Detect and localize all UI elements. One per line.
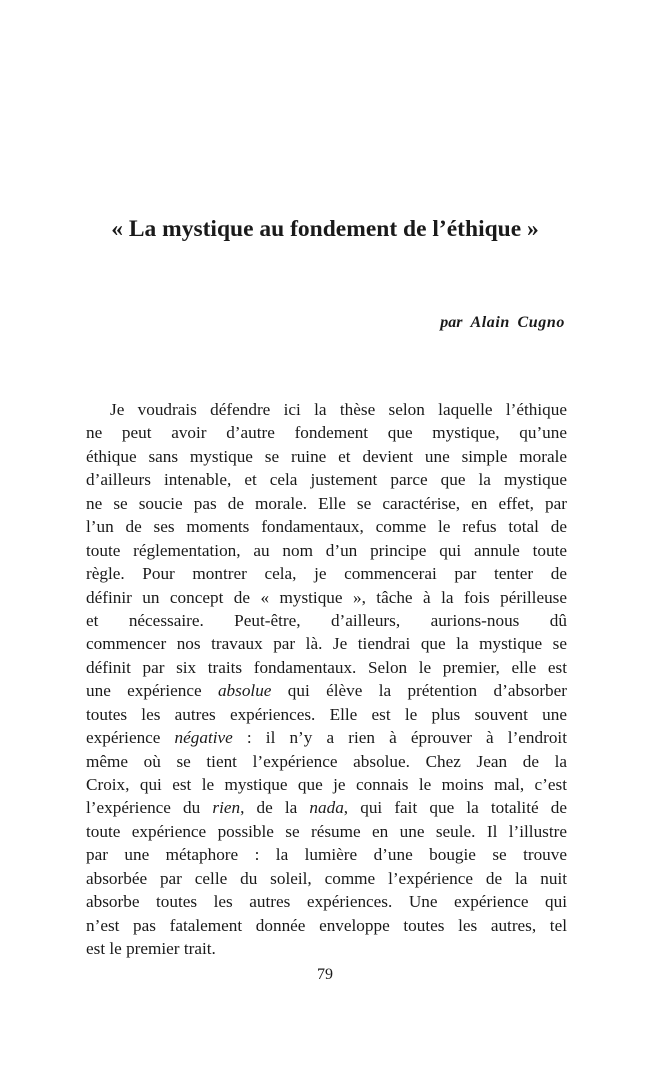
- paragraph-line: une expérience absolue qui élève la prétention d’absorber: [86, 681, 567, 701]
- paragraph-line: l’expérience du rien, de la nada, qui fait que la totalité de: [86, 798, 567, 818]
- paragraph-line: est le premier trait.: [86, 939, 216, 959]
- paragraph-line: absorbe toutes les autres expériences. Une expérience qui: [86, 892, 567, 912]
- paragraph-line: définir un concept de « mystique », tâche à la fois périlleuse: [86, 587, 567, 607]
- emphasis-rien: rien: [212, 798, 241, 818]
- paragraph-line: ne se soucie pas de morale. Elle se caractérise, en effet, par: [86, 493, 567, 513]
- paragraph-line: absorbée par celle du soleil, comme l’expérience de la nuit: [86, 868, 567, 888]
- paragraph-line: Je voudrais défendre ici la thèse selon laquelle l’éthique: [110, 400, 567, 419]
- paragraph-line: Croix, qui est le mystique que je connais le moins mal, c’est: [86, 775, 567, 794]
- article-title: « La mystique au fondement de l’éthique »: [111, 216, 539, 242]
- emphasis-nada: nada: [309, 798, 344, 818]
- emphasis-absolue: absolue: [217, 681, 272, 701]
- paragraph-line: expérience négative : il n’y a rien à éprouver à l’endroit: [86, 728, 567, 748]
- paragraph-line: toute expérience possible se résume en une seule. Il l’illustre: [86, 821, 567, 841]
- paragraph-line: par une métaphore : la lumière d’une bougie se trouve: [86, 845, 567, 865]
- author-prefix: par: [440, 314, 463, 331]
- paragraph-line: toutes les autres expériences. Elle est le plus souvent une: [86, 704, 567, 724]
- paragraph-line: d’ailleurs intenable, et cela justement parce que la mystique: [86, 470, 567, 490]
- paragraph-line: commencer nos travaux par là. Je tiendrai que la mystique se: [86, 634, 567, 654]
- paragraph-line: définit par six traits fondamentaux. Selon le premier, elle est: [86, 657, 567, 677]
- body-paragraph: [86, 398, 567, 961]
- paragraph-line: même où se tient l’expérience absolue. Chez Jean de la: [86, 751, 567, 771]
- paragraph-line: éthique sans mystique se ruine et devient une simple morale: [86, 446, 567, 466]
- paragraph-line: n’est pas fatalement donnée enveloppe toutes les autres, tel: [86, 915, 567, 935]
- author-byline: [440, 312, 565, 334]
- paragraph-line: et nécessaire. Peut-être, d’ailleurs, aurions-nous dû: [86, 610, 567, 630]
- page-number: 79: [317, 966, 333, 983]
- paragraph-line: règle. Pour montrer cela, je commencerai par tenter de: [86, 564, 567, 584]
- paragraph-line: ne peut avoir d’autre fondement que mystique, qu’une: [86, 423, 567, 443]
- author-name: Alain Cugno: [470, 314, 565, 331]
- paragraph-line: l’un de ses moments fondamentaux, comme le refus total de: [86, 517, 567, 537]
- paragraph-line: toute réglementation, au nom d’un principe qui annule toute: [86, 540, 567, 560]
- emphasis-negative: négative: [174, 728, 233, 748]
